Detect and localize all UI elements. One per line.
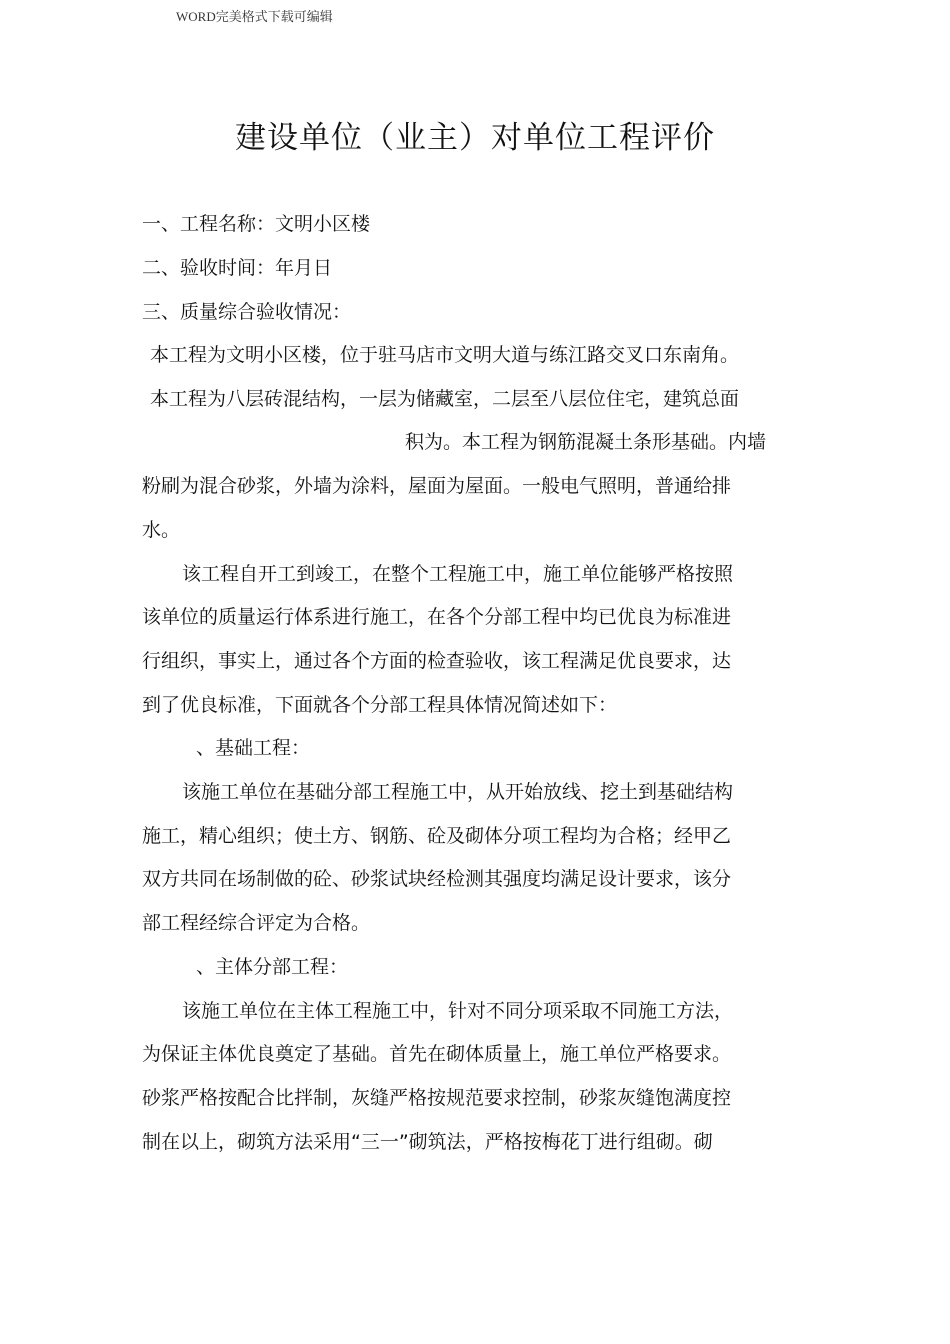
overview-line: 水。 xyxy=(142,519,181,541)
overview-line: 本工程为八层砖混结构，一层为储藏室，二层至八层位住宅，建筑总面 xyxy=(150,388,740,410)
item-project-name: 一、工程名称：文明小区楼 xyxy=(142,213,371,235)
main-structure-line: 为保证主体优良奠定了基础。首先在砌体质量上，施工单位严格要求。 xyxy=(142,1043,732,1065)
header-note: WORD完美格式下载可编辑 xyxy=(176,9,333,24)
summary-line: 到了优良标准，下面就各个分部工程具体情况简述如下： xyxy=(142,694,618,716)
item-quality-acceptance: 三、质量综合验收情况： xyxy=(142,301,352,323)
section-heading-foundation: 、基础工程： xyxy=(196,737,311,759)
page-title: 建设单位（业主）对单位工程评价 xyxy=(235,120,715,156)
overview-line: 本工程为文明小区楼，位于驻马店市文明大道与练江路交叉口东南角。 xyxy=(150,344,740,366)
section-heading-main-structure: 、主体分部工程： xyxy=(196,956,349,978)
summary-line: 该工程自开工到竣工，在整个工程施工中，施工单位能够严格按照 xyxy=(182,563,734,585)
summary-line: 行组织，事实上，通过各个方面的检查验收，该工程满足优良要求，达 xyxy=(142,650,732,672)
summary-line: 该单位的质量运行体系进行施工，在各个分部工程中均已优良为标准进 xyxy=(142,606,732,628)
foundation-line: 该施工单位在基础分部工程施工中，从开始放线、挖土到基础结构 xyxy=(182,781,734,803)
item-acceptance-time: 二、验收时间：年月日 xyxy=(142,257,333,279)
foundation-line: 部工程经综合评定为合格。 xyxy=(142,912,371,934)
overview-line: 积为。本工程为钢筋混凝土条形基础。内墙 xyxy=(405,431,767,453)
foundation-line: 双方共同在场制做的砼、砂浆试块经检测其强度均满足设计要求，该分 xyxy=(142,868,732,890)
main-structure-line: 砂浆严格按配合比拌制，灰缝严格按规范要求控制，砂浆灰缝饱满度控 xyxy=(142,1087,732,1109)
main-structure-line: 制在以上，砌筑方法采用“三一”砌筑法，严格按梅花丁进行组砌。砌 xyxy=(142,1131,713,1153)
overview-line: 粉刷为混合砂浆，外墙为涂料，屋面为屋面。一般电气照明，普通给排 xyxy=(142,475,732,497)
main-structure-line: 该施工单位在主体工程施工中，针对不同分项采取不同施工方法， xyxy=(182,1000,734,1022)
foundation-line: 施工，精心组织；使土方、钢筋、砼及砌体分项工程均为合格；经甲乙 xyxy=(142,825,732,847)
